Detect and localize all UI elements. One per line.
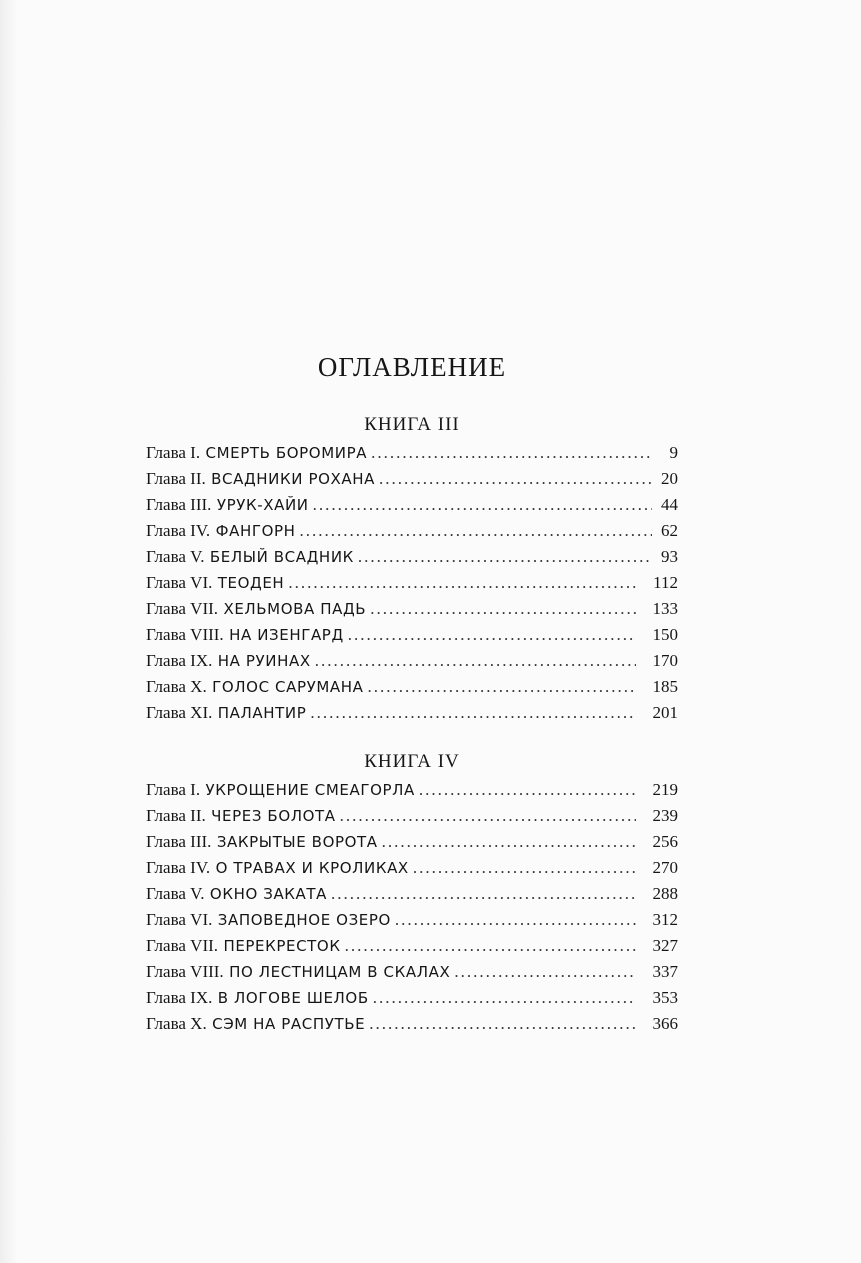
chapter-title: ОКНО ЗАКАТА xyxy=(209,885,328,903)
dot-leader xyxy=(373,985,636,1011)
toc-entry[interactable] xyxy=(146,544,678,570)
toc-entry[interactable] xyxy=(146,466,678,492)
chapter-title: В ЛОГОВЕ ШЕЛОБ xyxy=(217,989,369,1007)
page-number: 270 xyxy=(652,858,678,877)
dot-leader xyxy=(313,492,652,518)
chapter-label: Глава VI. xyxy=(146,910,213,929)
chapter-label: Глава V. xyxy=(146,547,205,566)
dot-leader xyxy=(370,596,636,622)
dot-leader xyxy=(367,674,636,700)
dot-leader xyxy=(454,959,636,985)
page-edge-shadow xyxy=(0,0,18,1263)
book-heading: КНИГА IV xyxy=(364,751,460,772)
page-title: ОГЛАВЛЕНИЕ xyxy=(317,352,507,382)
chapter-label: Глава X. xyxy=(146,1014,207,1033)
dot-leader xyxy=(419,777,636,803)
chapter-title: ПАЛАНТИР xyxy=(217,704,307,722)
chapter-title: ПЕРЕКРЕСТОК xyxy=(223,937,341,955)
page-number: 20 xyxy=(661,469,678,488)
chapter-title: ГОЛОС САРУМАНА xyxy=(212,678,364,696)
dot-leader xyxy=(340,803,636,829)
chapter-title: ФАНГОРН xyxy=(215,522,296,540)
chapter-title: ТЕОДЕН xyxy=(217,574,285,592)
chapter-label: Глава X. xyxy=(146,677,207,696)
dot-leader xyxy=(310,700,636,726)
toc-entry[interactable] xyxy=(146,648,678,674)
toc-entry[interactable] xyxy=(146,959,678,985)
toc-entry[interactable] xyxy=(146,985,678,1011)
chapter-title: СМЕРТЬ БОРОМИРА xyxy=(205,444,368,462)
toc-entry[interactable] xyxy=(146,907,678,933)
chapter-label: Глава VII. xyxy=(146,936,219,955)
toc-entry[interactable] xyxy=(146,700,678,726)
chapter-title: НА РУИНАХ xyxy=(217,652,311,670)
dot-leader xyxy=(315,648,636,674)
dot-leader xyxy=(345,933,636,959)
page-number: 337 xyxy=(652,962,678,981)
chapter-label: Глава III. xyxy=(146,495,212,514)
toc-entry[interactable] xyxy=(146,596,678,622)
toc-entry[interactable] xyxy=(146,881,678,907)
dot-leader xyxy=(288,570,636,596)
page-number: 219 xyxy=(652,780,678,799)
chapter-title: О ТРАВАХ И КРОЛИКАХ xyxy=(215,859,409,877)
page-number: 185 xyxy=(652,677,678,696)
chapter-label: Глава IV. xyxy=(146,858,211,877)
page-number: 353 xyxy=(652,988,678,1007)
book-section xyxy=(146,750,678,1037)
chapter-label: Глава V. xyxy=(146,884,205,903)
page-number: 93 xyxy=(661,547,678,566)
chapter-title: ХЕЛЬМОВА ПАДЬ xyxy=(223,600,367,618)
chapter-label: Глава VII. xyxy=(146,599,219,618)
chapter-title: ПО ЛЕСТНИЦАМ В СКАЛАХ xyxy=(229,963,451,981)
chapter-label: Глава I. xyxy=(146,780,201,799)
page-number: 62 xyxy=(661,521,678,540)
chapter-label: Глава VI. xyxy=(146,573,213,592)
toc-entry[interactable] xyxy=(146,855,678,881)
chapter-label: Глава VIII. xyxy=(146,962,224,981)
dot-leader xyxy=(369,1011,636,1037)
toc-entry[interactable] xyxy=(146,440,678,466)
book-heading: КНИГА III xyxy=(364,414,460,435)
chapter-title: СЭМ НА РАСПУТЬЕ xyxy=(212,1015,366,1033)
toc-entry[interactable] xyxy=(146,622,678,648)
page-number: 133 xyxy=(652,599,678,618)
chapter-title: БЕЛЫЙ ВСАДНИК xyxy=(209,548,354,566)
dot-leader xyxy=(371,440,652,466)
page-number: 201 xyxy=(652,703,678,722)
chapter-title: ЗАКРЫТЫЕ ВОРОТА xyxy=(216,833,378,851)
chapter-title: ВСАДНИКИ РОХАНА xyxy=(211,470,375,488)
chapter-label: Глава VIII. xyxy=(146,625,224,644)
toc-entry[interactable] xyxy=(146,492,678,518)
chapter-label: Глава IV. xyxy=(146,521,211,540)
page-number: 150 xyxy=(652,625,678,644)
section-spacer xyxy=(146,726,678,750)
chapter-label: Глава III. xyxy=(146,832,212,851)
dot-leader xyxy=(395,907,636,933)
dot-leader xyxy=(348,622,636,648)
chapter-title: УКРОЩЕНИЕ СМЕАГОРЛА xyxy=(205,781,415,799)
page-number: 9 xyxy=(669,443,678,462)
page-number: 288 xyxy=(652,884,678,903)
chapter-title: ЧЕРЕЗ БОЛОТА xyxy=(211,807,336,825)
dot-leader xyxy=(300,518,652,544)
page-number: 366 xyxy=(652,1014,678,1033)
toc-entry[interactable] xyxy=(146,777,678,803)
toc-entry[interactable] xyxy=(146,518,678,544)
page-number: 327 xyxy=(652,936,678,955)
dot-leader xyxy=(413,855,636,881)
toc-entry[interactable] xyxy=(146,1011,678,1037)
chapter-label: Глава IX. xyxy=(146,651,213,670)
toc-entry[interactable] xyxy=(146,674,678,700)
page-number: 170 xyxy=(652,651,678,670)
page-number: 256 xyxy=(652,832,678,851)
chapter-label: Глава XI. xyxy=(146,703,213,722)
page-number: 44 xyxy=(661,495,678,514)
chapter-title: ЗАПОВЕДНОЕ ОЗЕРО xyxy=(217,911,391,929)
chapter-label: Глава I. xyxy=(146,443,201,462)
chapter-title: НА ИЗЕНГАРД xyxy=(229,626,344,644)
chapter-title: УРУК-ХАЙИ xyxy=(216,496,309,514)
dot-leader xyxy=(382,829,636,855)
toc-entry[interactable] xyxy=(146,570,678,596)
toc-entry[interactable] xyxy=(146,829,678,855)
chapter-label: Глава II. xyxy=(146,806,206,825)
dot-leader xyxy=(379,466,652,492)
page-number: 312 xyxy=(652,910,678,929)
dot-leader xyxy=(358,544,652,570)
page-number: 239 xyxy=(652,806,678,825)
dot-leader xyxy=(331,881,636,907)
page-number: 112 xyxy=(653,573,678,592)
toc-entry[interactable] xyxy=(146,933,678,959)
table-of-contents xyxy=(146,345,678,1037)
toc-entry[interactable] xyxy=(146,803,678,829)
book-section xyxy=(146,413,678,726)
chapter-label: Глава II. xyxy=(146,469,206,488)
chapter-label: Глава IX. xyxy=(146,988,213,1007)
